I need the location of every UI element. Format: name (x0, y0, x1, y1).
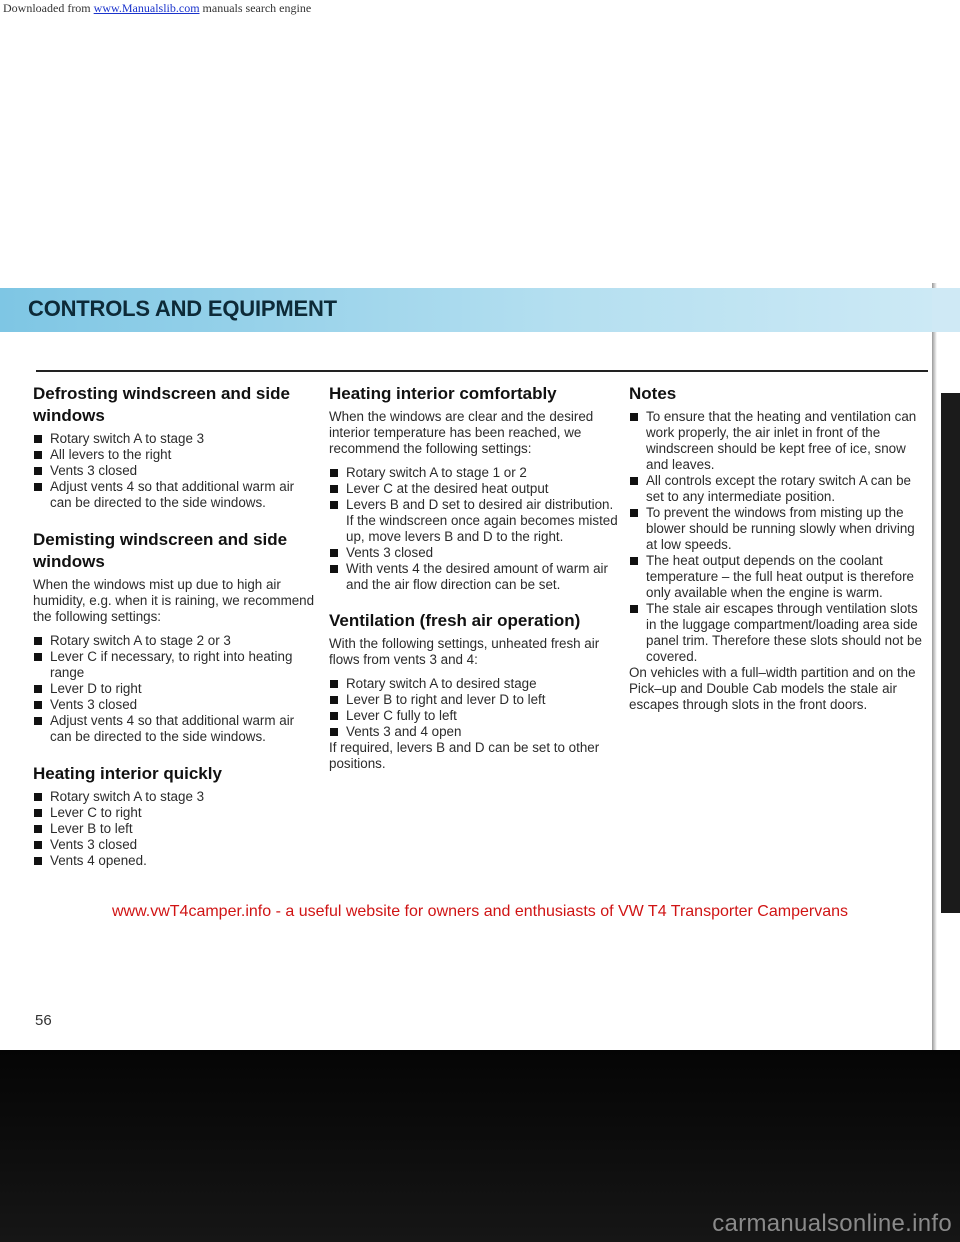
list-item: With vents 4 the desired amount of warm air and the air flow direction can be set. (329, 561, 618, 593)
ventilation-intro: With the following settings, unheated fresh air flows from vents 3 and 4: (329, 636, 600, 667)
demisting-intro: When the windows mist up due to high air humidity, e.g. when it is raining, we recommend the following settings: (33, 577, 315, 624)
adjacent-image-strip (941, 393, 960, 913)
list-item: Lever C if necessary, to right into heating range (33, 649, 319, 681)
notes-outro: On vehicles with a full–width partition and on the Pick–up and Double Cab models the stale air escapes through slots in the front doors. (629, 665, 916, 712)
list-item: Vents 4 opened. (33, 853, 319, 869)
download-header (0, 0, 960, 16)
column-3 (629, 383, 929, 713)
heading-heating-quickly: Heating interior quickly (33, 764, 222, 783)
demisting-list (33, 633, 319, 745)
watermark: carmanualsonline.info (712, 1210, 952, 1237)
list-item: Adjust vents 4 so that additional warm air can be directed to the side windows. (33, 479, 319, 511)
list-item: Rotary switch A to stage 3 (33, 789, 319, 805)
scan-bottom-area (0, 1050, 960, 1242)
comfortably-intro: When the windows are clear and the desired interior temperature has been reached, we recommend the following settings: (329, 409, 594, 456)
header-rule (36, 370, 928, 372)
page-number: 56 (35, 1012, 52, 1029)
adjacent-page-edge (932, 283, 960, 1053)
heading-defrosting: Defrosting windscreen and side windows (33, 384, 290, 425)
list-item: Vents 3 closed (329, 545, 618, 561)
list-item: Lever C to right (33, 805, 319, 821)
list-item: Vents 3 closed (33, 463, 319, 479)
list-item: Rotary switch A to stage 1 or 2 (329, 465, 618, 481)
heading-ventilation: Ventilation (fresh air operation) (329, 611, 581, 630)
page-gutter-shadow (932, 283, 937, 1053)
heading-heating-comfortably: Heating interior comfortably (329, 384, 557, 403)
list-item: The stale air escapes through ventilation slots in the luggage compartment/loading area side panel trim. Therefore these slots should not be covered. (629, 601, 929, 665)
list-item: Adjust vents 4 so that additional warm air can be directed to the side windows. (33, 713, 319, 745)
website-credit: www.vwT4camper.info - a useful website for owners and enthusiasts of VW T4 Transporter Campervans (111, 903, 849, 920)
manualslib-link[interactable]: www.Manualslib.com (93, 1, 200, 15)
list-item: Lever C at the desired heat output (329, 481, 618, 497)
download-prefix: Downloaded from (3, 1, 91, 15)
adjacent-banner-strip (932, 288, 960, 332)
heading-notes: Notes (629, 384, 677, 403)
list-item: All levers to the right (33, 447, 319, 463)
list-item: Vents 3 and 4 open (329, 724, 618, 740)
list-item: All controls except the rotary switch A can be set to any intermediate position. (629, 473, 929, 505)
list-item: Lever B to right and lever D to left (329, 692, 618, 708)
list-item: Levers B and D set to desired air distribution. If the windscreen once again becomes misted up, move levers B and D to the right. (329, 497, 618, 545)
heating-quickly-list (33, 789, 319, 869)
list-item: Lever C fully to left (329, 708, 618, 724)
list-item: To prevent the windows from misting up the blower should be running slowly when driving at low speeds. (629, 505, 929, 553)
list-item: Rotary switch A to stage 2 or 3 (33, 633, 319, 649)
column-2 (329, 383, 618, 772)
ventilation-outro: If required, levers B and D can be set to other positions. (329, 740, 600, 771)
list-item: Lever B to left (33, 821, 319, 837)
ventilation-list (329, 676, 618, 740)
comfortably-list (329, 465, 618, 593)
list-item: Rotary switch A to desired stage (329, 676, 618, 692)
list-item: Vents 3 closed (33, 697, 319, 713)
column-1 (33, 383, 319, 869)
banner-title: CONTROLS AND EQUIPMENT (28, 296, 337, 321)
notes-list (629, 409, 929, 665)
list-item: To ensure that the heating and ventilation can work properly, the air inlet in front of the windscreen should be kept free of ice, snow and leaves. (629, 409, 929, 473)
heading-demisting: Demisting windscreen and side windows (33, 530, 288, 571)
list-item: Lever D to right (33, 681, 319, 697)
list-item: Vents 3 closed (33, 837, 319, 853)
defrosting-list (33, 431, 319, 511)
section-banner (0, 288, 932, 332)
download-suffix: manuals search engine (202, 1, 312, 15)
list-item: The heat output depends on the coolant temperature – the full heat output is therefore only available when the engine is warm. (629, 553, 929, 601)
list-item: Rotary switch A to stage 3 (33, 431, 319, 447)
